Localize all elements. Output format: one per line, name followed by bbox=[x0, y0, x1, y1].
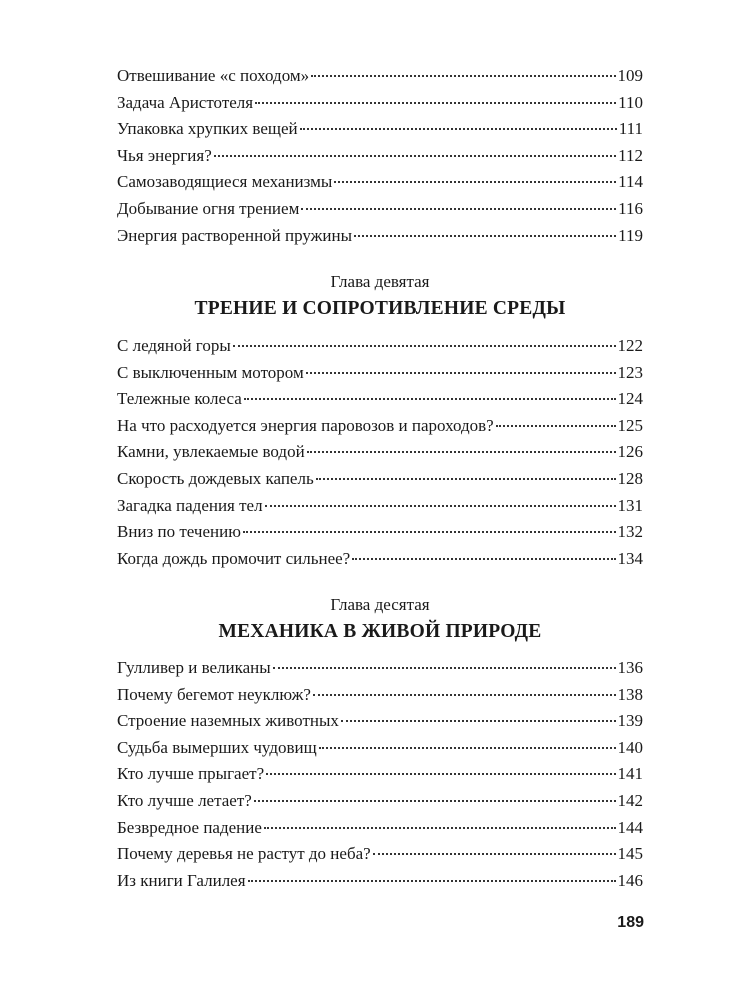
toc-entry[interactable] bbox=[117, 815, 643, 842]
toc-entry-page: 111 bbox=[618, 119, 643, 139]
toc-entry-page: 132 bbox=[617, 522, 643, 542]
toc-entry-title: На что расходуется энергия паровозов и пароходов? bbox=[117, 415, 494, 435]
leader-dots bbox=[248, 879, 616, 882]
toc-entry[interactable] bbox=[117, 655, 643, 682]
toc-entry[interactable] bbox=[117, 413, 643, 440]
chapter-title: МЕХАНИКА В ЖИВОЙ ПРИРОДЕ bbox=[218, 621, 542, 642]
toc-entry-page: 125 bbox=[617, 415, 643, 435]
toc-entry-page: 126 bbox=[617, 442, 643, 462]
toc-entry[interactable] bbox=[117, 116, 643, 143]
leader-dots bbox=[243, 530, 616, 533]
toc-entry-page: 142 bbox=[617, 790, 643, 810]
toc-entry[interactable] bbox=[117, 143, 643, 170]
toc-entry-title: Отвешивание «с походом» bbox=[117, 66, 310, 85]
toc-list-chapter10 bbox=[117, 655, 643, 894]
leader-dots bbox=[255, 101, 616, 104]
toc-entry-title: Скорость дождевых капель bbox=[117, 468, 314, 488]
toc-entry[interactable] bbox=[117, 493, 643, 520]
toc-entry-page: 128 bbox=[617, 468, 643, 488]
toc-list-chapter9 bbox=[117, 333, 643, 572]
leader-dots bbox=[265, 504, 616, 507]
toc-entry-title: Безвредное падение bbox=[117, 817, 262, 837]
leader-dots bbox=[373, 852, 616, 855]
toc-entry[interactable] bbox=[117, 333, 643, 360]
toc-entry[interactable] bbox=[117, 841, 643, 868]
toc-entry[interactable] bbox=[117, 519, 643, 546]
leader-dots bbox=[301, 207, 616, 210]
toc-entry-title: Из книги Галилея bbox=[117, 870, 246, 890]
toc-entry[interactable] bbox=[117, 735, 643, 762]
toc-entry[interactable] bbox=[117, 708, 643, 735]
toc-entry-title: Гулливер и великаны bbox=[117, 658, 271, 677]
toc-entry-title: Кто лучше летает? bbox=[117, 790, 252, 810]
leader-dots bbox=[311, 74, 615, 77]
toc-entry-page: 140 bbox=[617, 737, 643, 757]
leader-dots bbox=[244, 397, 616, 400]
leader-dots bbox=[313, 693, 616, 696]
leader-dots bbox=[254, 799, 616, 802]
toc-entry-title: Вниз по течению bbox=[117, 522, 241, 542]
toc-entry-title: Строение наземных животных bbox=[117, 711, 339, 731]
toc-entry[interactable] bbox=[117, 682, 643, 709]
toc-entry-page: 136 bbox=[617, 658, 643, 677]
toc-entry[interactable] bbox=[117, 788, 643, 815]
toc-entry-title: Чья энергия? bbox=[117, 145, 212, 165]
leader-dots bbox=[306, 371, 616, 374]
page-number: 189 bbox=[617, 914, 644, 931]
toc-entry[interactable] bbox=[117, 169, 643, 196]
leader-dots bbox=[354, 234, 616, 237]
toc-entry-page: 141 bbox=[617, 764, 643, 784]
toc-entry-page: 122 bbox=[617, 336, 643, 355]
leader-dots bbox=[233, 344, 616, 347]
leader-dots bbox=[334, 180, 616, 183]
toc-entry-page: 139 bbox=[617, 711, 643, 731]
toc-list-top bbox=[117, 63, 643, 249]
toc-entry[interactable] bbox=[117, 761, 643, 788]
toc-entry[interactable] bbox=[117, 546, 643, 573]
toc-entry-page: 138 bbox=[617, 684, 643, 704]
toc-entry-title: Судьба вымерших чудовищ bbox=[117, 737, 317, 757]
leader-dots bbox=[316, 477, 616, 480]
chapter-label: Глава десятая bbox=[330, 595, 430, 614]
toc-entry-title: С выключенным мотором bbox=[117, 362, 304, 382]
toc-entry-title: С ледяной горы bbox=[117, 336, 231, 355]
toc-entry-page: 145 bbox=[617, 844, 643, 864]
toc-entry-title: Камни, увлекаемые водой bbox=[117, 442, 305, 462]
toc-entry-title: Почему бегемот неуклюж? bbox=[117, 684, 311, 704]
leader-dots bbox=[307, 450, 616, 453]
toc-entry-page: 123 bbox=[617, 362, 643, 382]
toc-entry-page: 144 bbox=[617, 817, 643, 837]
toc-entry[interactable] bbox=[117, 439, 643, 466]
leader-dots bbox=[341, 719, 616, 722]
toc-entry-title: Самозаводящиеся механизмы bbox=[117, 172, 333, 192]
toc-entry[interactable] bbox=[117, 868, 643, 895]
toc-entry-title: Добывание огня трением bbox=[117, 198, 300, 218]
toc-entry-page: 146 bbox=[617, 870, 643, 890]
leader-dots bbox=[264, 826, 616, 829]
chapter-title: ТРЕНИЕ И СОПРОТИВЛЕНИЕ СРЕДЫ bbox=[194, 298, 566, 319]
leader-dots bbox=[300, 127, 617, 130]
toc-entry-title: Упаковка хрупких вещей bbox=[117, 119, 298, 139]
toc-entry[interactable] bbox=[117, 63, 643, 90]
toc-entry[interactable] bbox=[117, 90, 643, 117]
toc-entry-page: 109 bbox=[617, 66, 643, 85]
chapter-label: Глава девятая bbox=[330, 272, 430, 291]
toc-entry-title: Тележные колеса bbox=[117, 389, 242, 409]
toc-entry[interactable] bbox=[117, 360, 643, 387]
toc-entry-title: Загадка падения тел bbox=[117, 495, 263, 515]
leader-dots bbox=[266, 772, 615, 775]
leader-dots bbox=[496, 424, 616, 427]
toc-entry-title: Задача Аристотеля bbox=[117, 92, 254, 112]
toc-entry-page: 131 bbox=[617, 495, 643, 515]
toc-entry-page: 110 bbox=[618, 92, 643, 112]
toc-entry-title: Энергия растворенной пружины bbox=[117, 225, 353, 245]
toc-entry-page: 114 bbox=[618, 172, 643, 192]
leader-dots bbox=[214, 154, 616, 157]
toc-entry-title: Кто лучше прыгает? bbox=[117, 764, 265, 784]
toc-entry-page: 134 bbox=[617, 548, 643, 568]
toc-entry-title: Когда дождь промочит сильнее? bbox=[117, 548, 351, 568]
toc-entry-page: 112 bbox=[618, 145, 643, 165]
toc-entry[interactable] bbox=[117, 386, 643, 413]
toc-entry-page: 119 bbox=[618, 225, 643, 245]
leader-dots bbox=[352, 557, 615, 560]
leader-dots bbox=[319, 746, 616, 749]
toc-entry[interactable] bbox=[117, 196, 643, 223]
toc-entry[interactable] bbox=[117, 466, 643, 493]
toc-entry-page: 124 bbox=[617, 389, 643, 409]
leader-dots bbox=[273, 666, 616, 669]
toc-entry-title: Почему деревья не растут до неба? bbox=[117, 844, 371, 864]
toc-entry[interactable] bbox=[117, 223, 643, 250]
toc-entry-page: 116 bbox=[618, 198, 643, 218]
